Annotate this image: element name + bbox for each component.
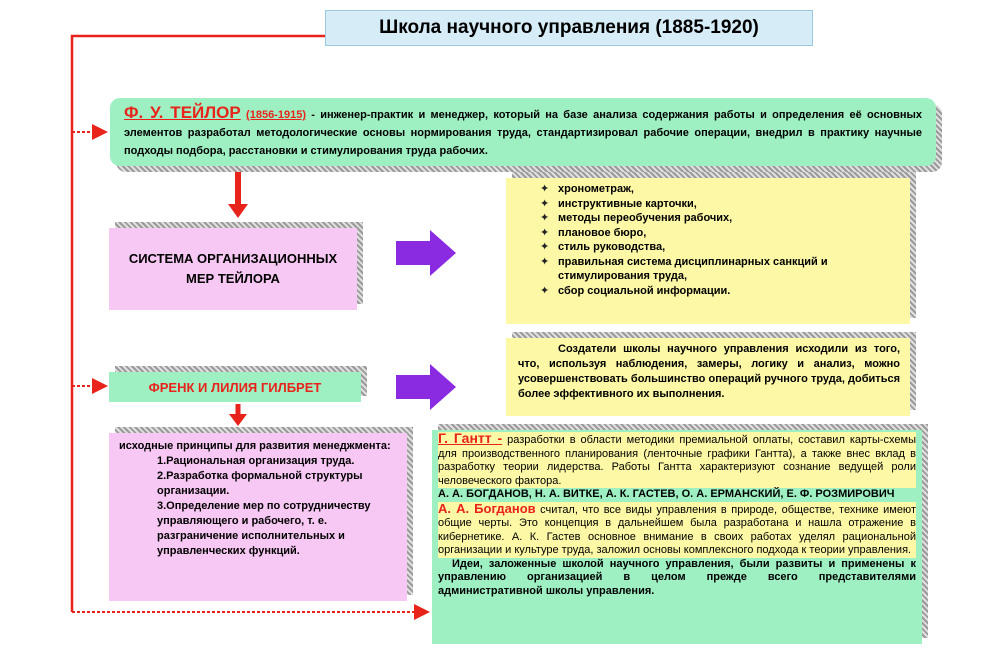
bogdanov-paragraph <box>438 502 916 558</box>
bullet-icon: ✦ <box>540 226 550 239</box>
purple-arrow-right-1 <box>396 230 458 276</box>
taylor-text: - инженер-практик и менеджер, который на базе анализа содержания работы и определения её основных элементов разработал методологические основы нормирования труда, стандартизировал рабочие операции, внедрил в практику научные подходы подбора, расстановки и стимулирования труда рабочих. <box>124 109 922 157</box>
measures-list <box>536 182 900 298</box>
gilbreth-box <box>109 372 361 402</box>
list-item: ✦ стиль руководства, <box>540 241 666 253</box>
list-item: ✦ сбор социальной информации. <box>540 284 731 297</box>
taylor-years: (1856-1915) <box>246 109 306 121</box>
principles-box <box>109 433 407 601</box>
purple-arrow-right-2 <box>396 364 458 410</box>
bullet-icon: ✦ <box>540 197 550 210</box>
system-box <box>109 228 357 310</box>
bogdanov-name: А. А. Богданов <box>438 500 536 516</box>
taylor-box <box>110 98 936 166</box>
creators-box <box>506 338 910 416</box>
measures-box <box>506 178 910 324</box>
taylor-to-system-arrowhead <box>228 204 248 218</box>
diagram-title: Школа научного управления (1885-1920) <box>379 17 759 38</box>
title-box <box>325 10 813 46</box>
principle-item: 2.Разработка формальной структуры организации. <box>157 470 363 497</box>
system-label: СИСТЕМА ОРГАНИЗАЦИОННЫХ МЕР ТЕЙЛОРА <box>128 251 338 286</box>
bogdanov-text: считал, что все виды управления в природе, обществе, технике имеют общие черты. Это концепция в дальнейшем была разработана и нашла отражение в кибернетике. А. К. Гастев основное внимание в своих работах уделял рациональной организации и культуре труда, заложил основы комплексного подхода к теории управления. <box>438 503 916 556</box>
list-item: ✦ правильная система дисциплинарных санкций и стимулирования труда, <box>540 255 828 282</box>
bullet-icon: ✦ <box>540 183 550 195</box>
principles-intro: исходные принципы для развития менеджмента: <box>119 440 391 452</box>
list-item: ✦ хронометраж, <box>540 183 634 195</box>
bullet-icon: ✦ <box>540 255 550 268</box>
creators-text: Создатели школы научного управления исходили из того, что, используя наблюдения, замеры, логику и анализ, можно усовершенствовать большинство операций ручного труда, добиться более эффективного их выполнения. <box>518 343 900 400</box>
bullet-icon: ✦ <box>540 284 550 297</box>
gantt-text: разработки в области методики премиальной оплаты, составил карты-схемы для производственного планирования (ленточные графики Гантта), а также внес вклад в разработку теории лидерства. Работы Гантта характеризуют сознание ведущей роли человеческого фактора. <box>438 434 916 487</box>
principle-item: 3.Определение мер по сотрудничеству управляющего и рабочего, т. е. разграничение исполнительных и управленческих функций. <box>157 500 371 557</box>
authors-line: А. А. БОГДАНОВ, Н. А. ВИТКЕ, А. К. ГАСТЕВ, О. А. ЕРМАНСКИЙ, Е. Ф. РОЗМИРОВИЧ <box>438 488 895 500</box>
gantt-name: Г. Гантт - <box>438 430 503 446</box>
ideas-paragraph: Идеи, заложенные школой научного управления, были развиты и применены к управлению организацией в целом прежде всего представителями административной школы управления. <box>438 557 916 597</box>
gilbreth-to-principles-arrowhead <box>229 414 247 426</box>
gantt-box <box>432 430 922 644</box>
principle-item: 1.Рациональная организация труда. <box>157 455 355 467</box>
gilbreth-label: ФРЕНК И ЛИЛИЯ ГИЛБРЕТ <box>148 379 322 395</box>
bullet-icon: ✦ <box>540 241 550 253</box>
taylor-name: Ф. У. ТЕЙЛОР <box>124 103 241 122</box>
list-item: ✦ инструктивные карточки, <box>540 197 697 210</box>
list-item: ✦ плановое бюро, <box>540 226 647 239</box>
gantt-paragraph <box>438 432 916 488</box>
bullet-icon: ✦ <box>540 212 550 224</box>
list-item: ✦ методы переобучения рабочих, <box>540 212 733 224</box>
